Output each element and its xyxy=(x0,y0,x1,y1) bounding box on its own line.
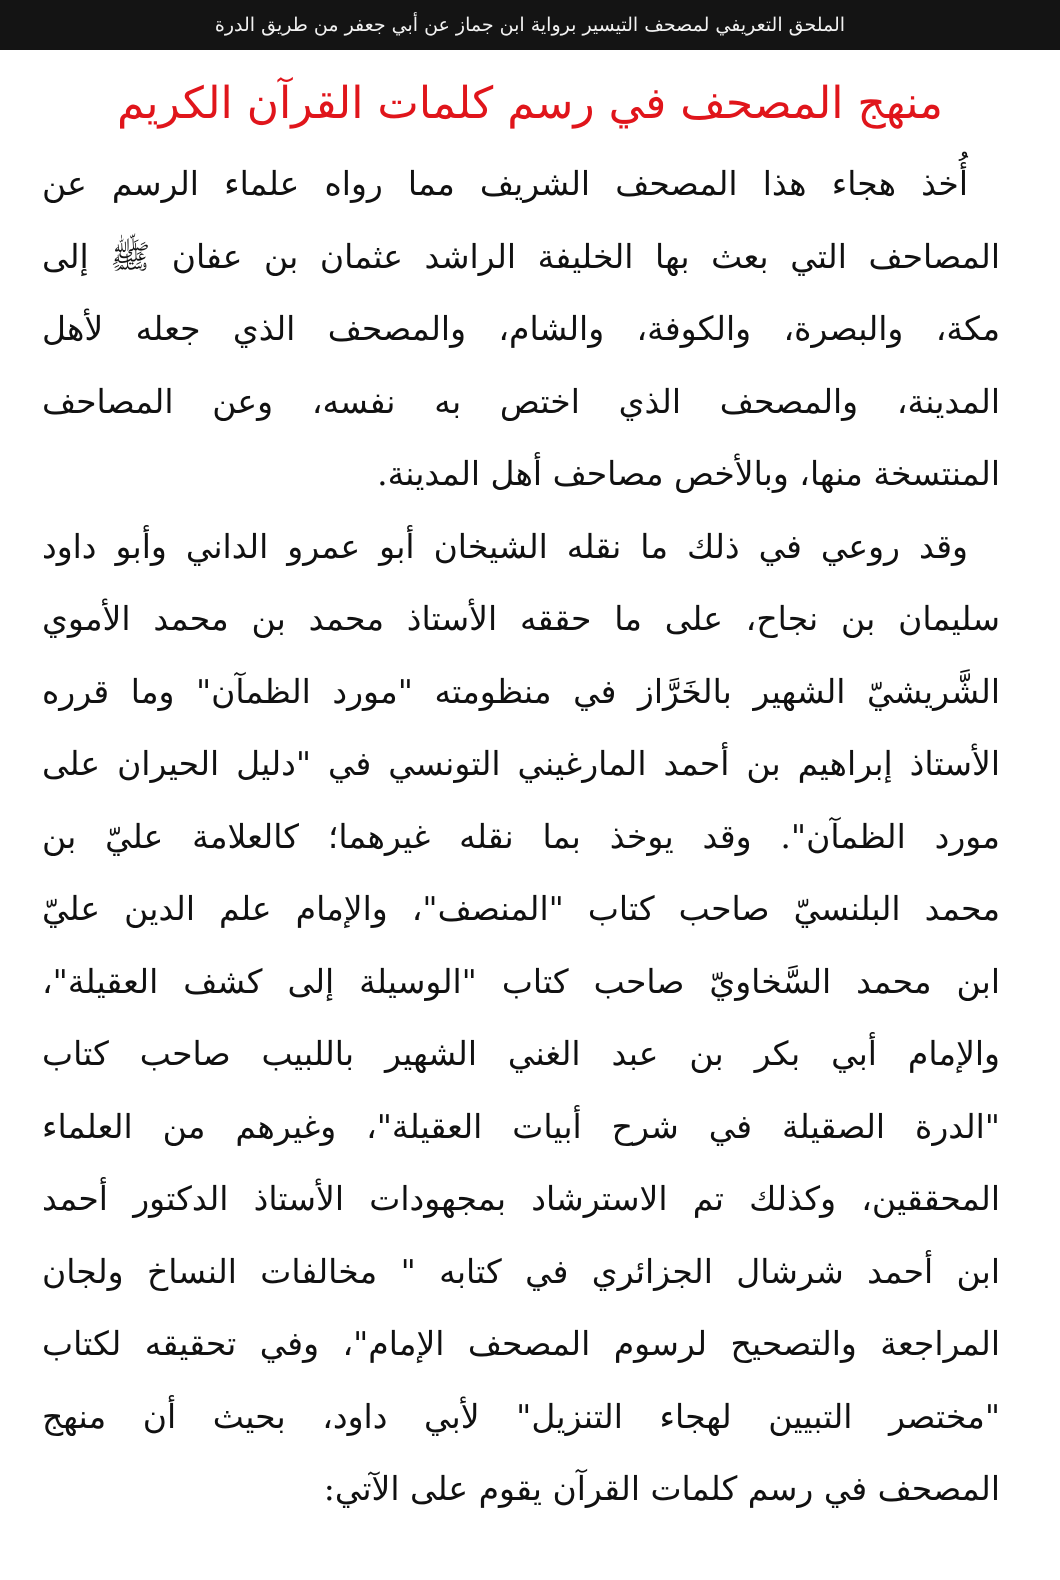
text-line: المحققين، وكذلك تم الاسترشاد بمجهودات الأستاذ الدكتور أحمد xyxy=(42,1179,1000,1218)
paragraph-2 xyxy=(42,511,1000,1526)
header-bar xyxy=(0,0,1060,50)
document-body xyxy=(42,148,1000,1526)
text-line: الشَّريشيّ الشهير بالخَرَّاز في منظومته "مورد الظمآن" وما قرره xyxy=(42,671,1000,711)
text-line: المنتسخة منها، وبالأخص مصاحف أهل المدينة. xyxy=(377,454,1000,493)
text-line: مكة، والبصرة، والكوفة، والشام، والمصحف الذي جعله لأهل xyxy=(42,309,1000,348)
text-line: مورد الظمآن". وقد يوخذ بما نقله غيرهما؛ كالعلامة عليّ بن xyxy=(42,816,1000,856)
text-line: "مختصر التبيين لهجاء التنزيل" لأبي داود، بحيث أن منهج xyxy=(42,1396,1000,1436)
text-line: المصحف في رسم كلمات القرآن يقوم على الآتي: xyxy=(323,1469,1000,1508)
text-line: ابن محمد السَّخاويّ صاحب كتاب "الوسيلة إلى كشف العقيلة"، xyxy=(42,961,1000,1001)
text-line: المراجعة والتصحيح لرسوم المصحف الإمام"، وفي تحقيقه لكتاب xyxy=(42,1324,1000,1363)
text-line: محمد البلنسيّ صاحب كتاب "المنصف"، والإمام علم الدين عليّ xyxy=(42,889,1000,928)
text-line: والإمام أبي بكر بن عبد الغني الشهير باللبيب صاحب كتاب xyxy=(42,1034,1000,1073)
text-line: ابن أحمد شرشال الجزائري في كتابه " مخالفات النساخ ولجان xyxy=(42,1251,1000,1291)
text-line: المدينة، والمصحف الذي اختص به نفسه، وعن المصاحف xyxy=(42,381,1000,421)
text-line: "الدرة الصقيلة في شرح أبيات العقيلة"، وغيرهم من العلماء xyxy=(42,1106,1000,1146)
page-title: منهج المصحف في رسم كلمات القرآن الكريم xyxy=(117,78,943,129)
text-line: المصاحف التي بعث بها الخليفة الراشد عثمان بن عفان ﷺ إلى xyxy=(42,236,1000,276)
text-line: الأستاذ إبراهيم بن أحمد المارغيني التونسي في "دليل الحيران على xyxy=(42,744,1000,783)
header-text: الملحق التعريفي لمصحف التيسير برواية ابن جماز عن أبي جعفر من طريق الدرة xyxy=(214,14,846,36)
paragraph-1 xyxy=(42,148,1000,511)
text-line: وقد روعي في ذلك ما نقله الشيخان أبو عمرو الداني وأبو داود xyxy=(42,526,968,566)
text-line: سليمان بن نجاح، على ما حققه الأستاذ محمد بن محمد الأموي xyxy=(42,599,1000,638)
text-line: أُخذ هجاء هذا المصحف الشريف مما رواه علماء الرسم عن xyxy=(42,164,968,203)
